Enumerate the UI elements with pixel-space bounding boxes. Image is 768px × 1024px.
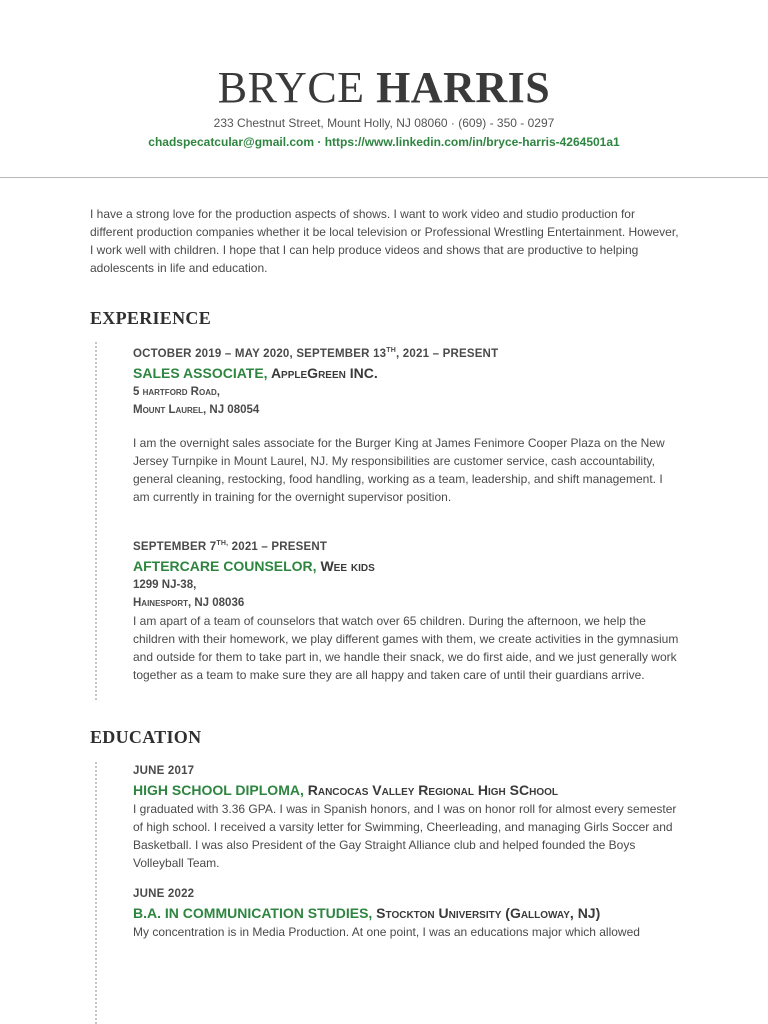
job-address-line1: 5 hartford Road, <box>133 385 220 398</box>
job-date-suffix: TH, <box>216 540 229 547</box>
job-description: I am apart of a team of counselors that watch over 65 children. During the afternoon, we help the children with their homework, we play different games with them, we create activities in the gymnasium and outside for them to take part in, we handle their snack, we do first aide, and we just generally work together as a team to make sure they are all happy and taken care of until their guardians arrive. <box>133 613 679 682</box>
degree-title: B.A. IN COMMUNICATION STUDIES, <box>133 905 373 921</box>
education-description: My concentration is in Media Production. At one point, I was an educations major which allowed <box>133 925 640 939</box>
job-title: SALES ASSOCIATE, <box>133 364 268 381</box>
job-date <box>133 342 681 363</box>
job-role <box>133 556 681 576</box>
summary-paragraph: I have a strong love for the production aspects of shows. I want to work video and studio production for different production companies whether it be local television or Professional Wrestling Entertainment. However, I work well with children. I hope that I can help produce videos and shows that are productive to helping adolescents in life and education. <box>90 207 679 275</box>
degree-title: HIGH SCHOOL DIPLOMA, <box>133 782 304 798</box>
experience-entry <box>133 535 681 684</box>
job-date-start: SEPTEMBER 7 <box>133 540 217 553</box>
job-date-suffix: TH <box>386 347 397 354</box>
education-degree <box>133 780 681 800</box>
job-address-line1: 1299 NJ-38, <box>133 578 197 591</box>
experience-heading: EXPERIENCE <box>90 308 212 328</box>
header-divider <box>0 177 768 178</box>
school-name: Stockton University (Galloway, NJ) <box>372 905 601 921</box>
job-address-line2: Hainesport, NJ 08036 <box>133 596 245 609</box>
education-date: JUNE 2017 <box>133 765 195 777</box>
job-description: I am the overnight sales associate for the Burger King at James Fenimore Cooper Plaza on the New Jersey Turnpike in Mount Laurel, NJ. My responsibilities are customer service, cash accountability, general cleaning, restocking, food handling, working as a team, leadership, and shift management. I am currently in training for the overnight supervisor position. <box>133 435 665 504</box>
education-entry <box>133 885 681 941</box>
experience-timeline-line <box>95 342 97 700</box>
job-date-start: OCTOBER 2019 – MAY 2020, SEPTEMBER 13 <box>133 347 387 360</box>
candidate-name <box>0 64 768 112</box>
last-name: HARRIS <box>376 63 551 112</box>
education-degree <box>133 903 681 923</box>
job-date-end: , 2021 – PRESENT <box>396 347 499 360</box>
job-address-line2: Mount Laurel, NJ 08054 <box>133 403 260 416</box>
education-description: I graduated with 3.36 GPA. I was in Spanish honors, and I was on honor roll for almost every semester of high school. I received a varsity letter for Swimming, Cheerleading, and managing Girls Soccer and Basketball. I was also President of the Gay Straight Alliance club and helped founded the Boys Volleyball Team. <box>133 802 677 870</box>
education-date: JUNE 2022 <box>133 888 195 900</box>
resume-header <box>0 0 768 151</box>
contact-address: 233 Chestnut Street, Mount Holly, NJ 08060 · (609) - 350 - 0297 <box>213 116 555 130</box>
contact-links[interactable]: chadspecatcular@gmail.com · https://www.linkedin.com/in/bryce-harris-4264501a1 <box>148 135 620 149</box>
job-employer: Wee kids <box>316 557 375 574</box>
education-entry <box>133 762 681 872</box>
experience-entry <box>133 342 681 506</box>
school-name: Rancocas Valley Regional High SChool <box>303 782 558 798</box>
job-title: AFTERCARE COUNSELOR, <box>133 557 317 574</box>
job-role <box>133 363 681 383</box>
job-employer: AppleGreen INC. <box>267 364 378 381</box>
education-timeline-line <box>95 762 97 1024</box>
job-date-end: 2021 – PRESENT <box>228 540 328 553</box>
education-heading: EDUCATION <box>90 727 202 747</box>
job-date <box>133 535 681 556</box>
first-name: BRYCE <box>217 63 365 112</box>
